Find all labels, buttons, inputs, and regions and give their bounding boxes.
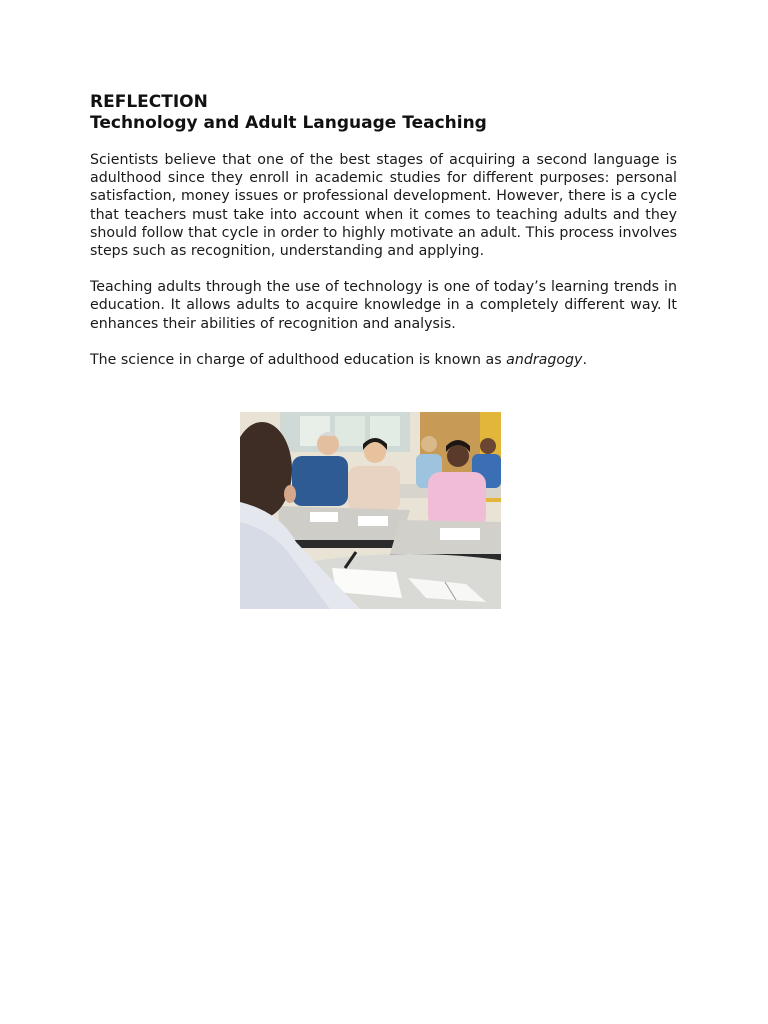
paragraph-andragogy [90, 351, 677, 369]
paragraph-technology: Teaching adults through the use of technology is one of today’s learning trends in education. It allows adults to acquire knowledge in a completely different way. It enhances their abilities of recognition and analysis. [90, 279, 677, 332]
paragraph-andragogy-suffix: . [582, 351, 587, 368]
document-page [90, 92, 677, 369]
andragogy-term: andragogy [506, 351, 583, 368]
document-heading-reflection: REFLECTION [90, 92, 208, 112]
document-title: Technology and Adult Language Teaching [90, 113, 487, 133]
classroom-photo [240, 412, 501, 609]
paragraph-andragogy-prefix: The science in charge of adulthood education is known as [90, 351, 507, 368]
paragraph-adult-learning: Scientists believe that one of the best stages of acquiring a second language is adulthood since they enroll in academic studies for different purposes: personal satisfaction, money issues or professional development. However, there is a cycle that teachers must take into account when it comes to teaching adults and they should follow that cycle in order to highly motivate an adult. This process involves steps such as recognition, understanding and applying. [90, 152, 677, 260]
